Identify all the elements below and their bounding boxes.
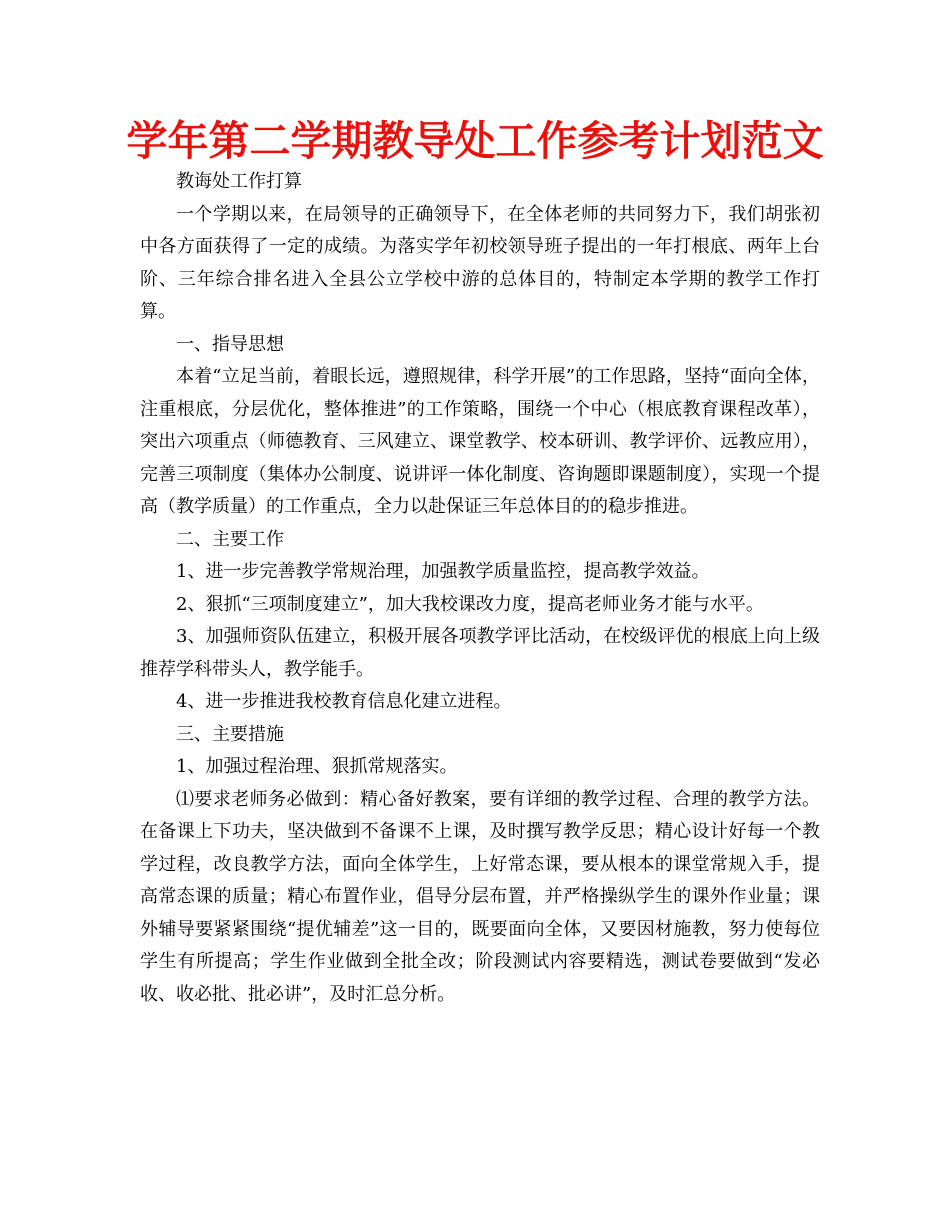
section-heading-main-measures: 三、主要措施 (176, 723, 284, 745)
section-heading-guiding-thought: 一、指导思想 (176, 333, 284, 355)
list-item-measures-1: 1、加强过程治理、狠抓常规落实。 (176, 756, 458, 777)
paragraph-measures-detail: ⑴要求老师务必做到：精心备好教案，要有详细的教学过程、合理的教学方法。在备课上下功夫，坚决做到不备课不上课，及时撰写教学反思；精心设计好每一个教学过程，改良教学方法，面向全体学生，上好常态课，要从根本的课堂常规入手，提高常态课的质量；精心布置作业，倡导分层布置，并严格操纵学生的课外作业量；课外辅导要紧紧围绕“提优辅差”这一目的，既要面向全体，又要因材施教，努力使每位学生有所提高；学生作业做到全批全改；阶段测试内容要精选，测试卷要做到“发必收、收必批、批必讲”，及时汇总分析。 (140, 788, 820, 1005)
document-title: 学年第二学期教导处工作参考计划范文 (126, 117, 824, 165)
list-item-main-work-1: 1、进一步完善教学常规治理，加强教学质量监控，提高教学效益。 (176, 561, 710, 582)
paragraph-intro: 一个学期以来，在局领导的正确领导下，在全体老师的共同努力下，我们胡张初中各方面获得了一定的成绩。为落实学年初校领导班子提出的一年打根底、两年上台阶、三年综合排名进入全县公立学校中游的总体目的，特制定本学期的教学工作打算。 (140, 203, 820, 322)
section-heading-main-work: 二、主要工作 (176, 528, 284, 550)
list-item-main-work-4: 4、进一步推进我校教育信息化建立进程。 (176, 691, 512, 712)
list-item-main-work-2: 2、狠抓“三项制度建立”，加大我校课改力度，提高老师业务才能与水平。 (176, 593, 764, 615)
paragraph-heading: 教诲处工作打算 (176, 171, 302, 192)
paragraph-guiding-thought: 本着“立足当前，着眼长远，遵照规律，科学开展”的工作思路，坚持“面向全体，注重根底，分层优化，整体推进”的工作策略，围绕一个中心（根底教育课程改革），突出六项重点（师德教育、三风建立、课堂教学、校本研训、教学评价、远教应用），完善三项制度（集体办公制度、说讲评一体化制度、咨询题即课题制度），实现一个提高（教学质量）的工作重点，全力以赴保证三年总体目的的稳步推进。 (140, 366, 820, 517)
document-body (140, 166, 820, 1011)
list-item-main-work-3: 3、加强师资队伍建立，积极开展各项教学评比活动，在校级评优的根底上向上级推荐学科带头人，教学能手。 (140, 626, 820, 680)
